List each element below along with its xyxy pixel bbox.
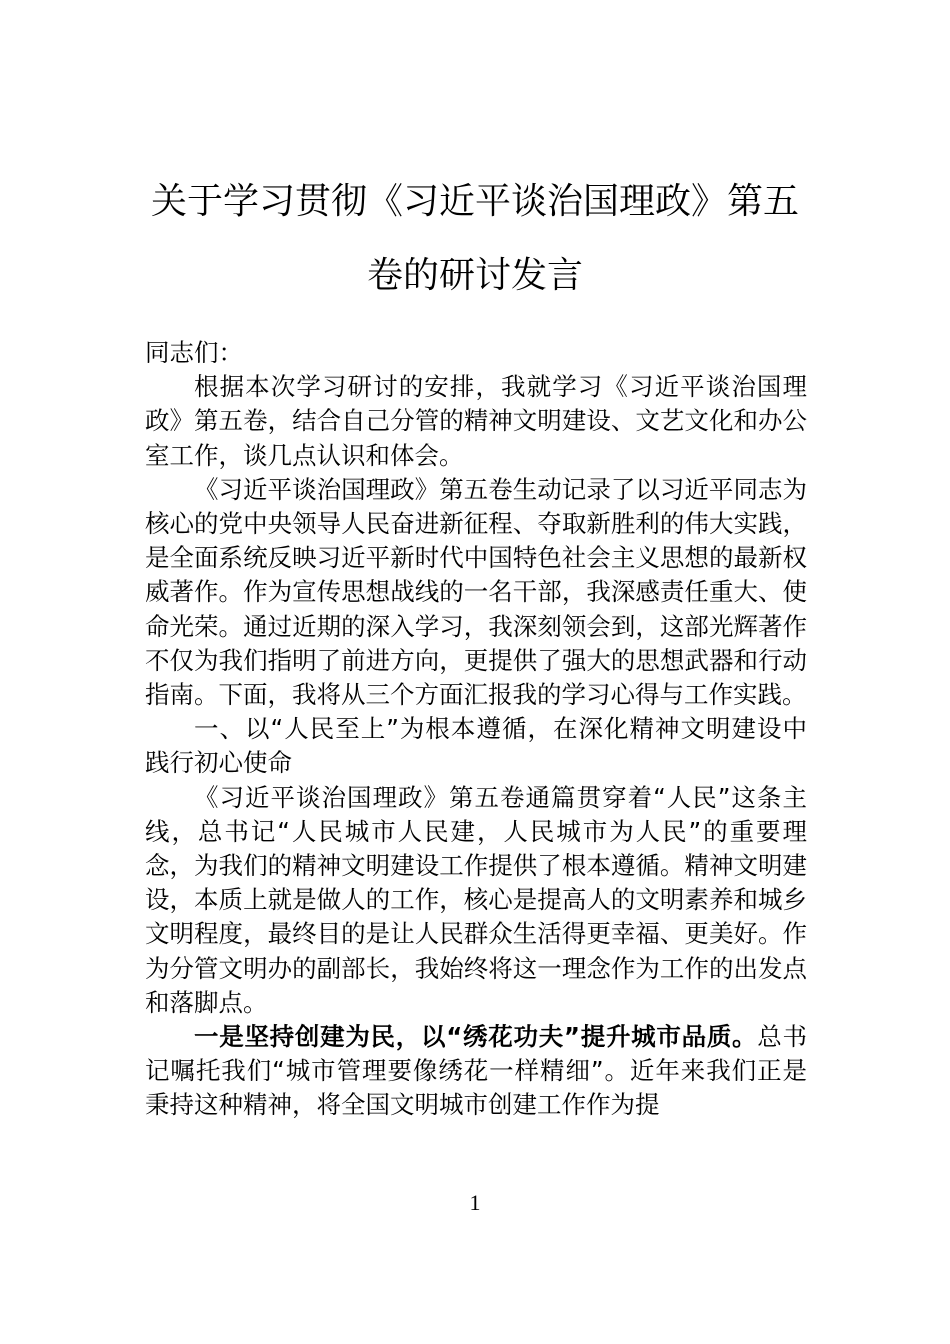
paragraph-intro: 根据本次学习研讨的安排，我就学习《习近平谈治国理政》第五卷，结合自己分管的精神文明建设、文艺文化和办公室工作，谈几点认识和体会。 — [145, 372, 807, 470]
document-body — [145, 336, 807, 1123]
page-number: 1 — [469, 1190, 481, 1215]
salutation: 同志们： — [145, 338, 243, 367]
section-heading-1: 一、以“人民至上”为根本遵循，在深化精神文明建设中践行初心使命 — [145, 714, 807, 778]
point-1-lead: 一是坚持创建为民，以“绣花功夫”提升城市品质。 — [194, 1022, 758, 1052]
document-title: 关于学习贯彻《习近平谈治国理政》第五卷的研讨发言 — [150, 181, 799, 296]
paragraph-section-1: 《习近平谈治国理政》第五卷通篇贯穿着“人民”这条主线，总书记“人民城市人民建，人民城市为人民”的重要理念，为我们的精神文明建设工作提供了根本遵循。精神文明建设，本质上就是做人的工作，核心是提高人的文明素养和城乡文明程度，最终目的是让人民群众生活得更幸福、更美好。作为分管文明办的副部长，我始终将这一理念作为工作的出发点和落脚点。 — [145, 782, 807, 1017]
paragraph-point-1 — [145, 1020, 807, 1123]
point-1-text: 总书记嘱托我们“城市管理要像绣花一样精细”。近年来我们正是秉持这种精神，将全国文明城市创建工作作为提 — [145, 1022, 808, 1120]
paragraph-overview: 《习近平谈治国理政》第五卷生动记录了以习近平同志为核心的党中央领导人民奋进新征程、夺取新胜利的伟大实践，是全面系统反映习近平新时代中国特色社会主义思想的最新权威著作。作为宣传思想战线的一名干部，我深感责任重大、使命光荣。通过近期的深入学习，我深刻领会到，这部光辉著作不仅为我们指明了前进方向，更提供了强大的思想武器和行动指南。下面，我将从三个方面汇报我的学习心得与工作实践。 — [145, 474, 807, 710]
